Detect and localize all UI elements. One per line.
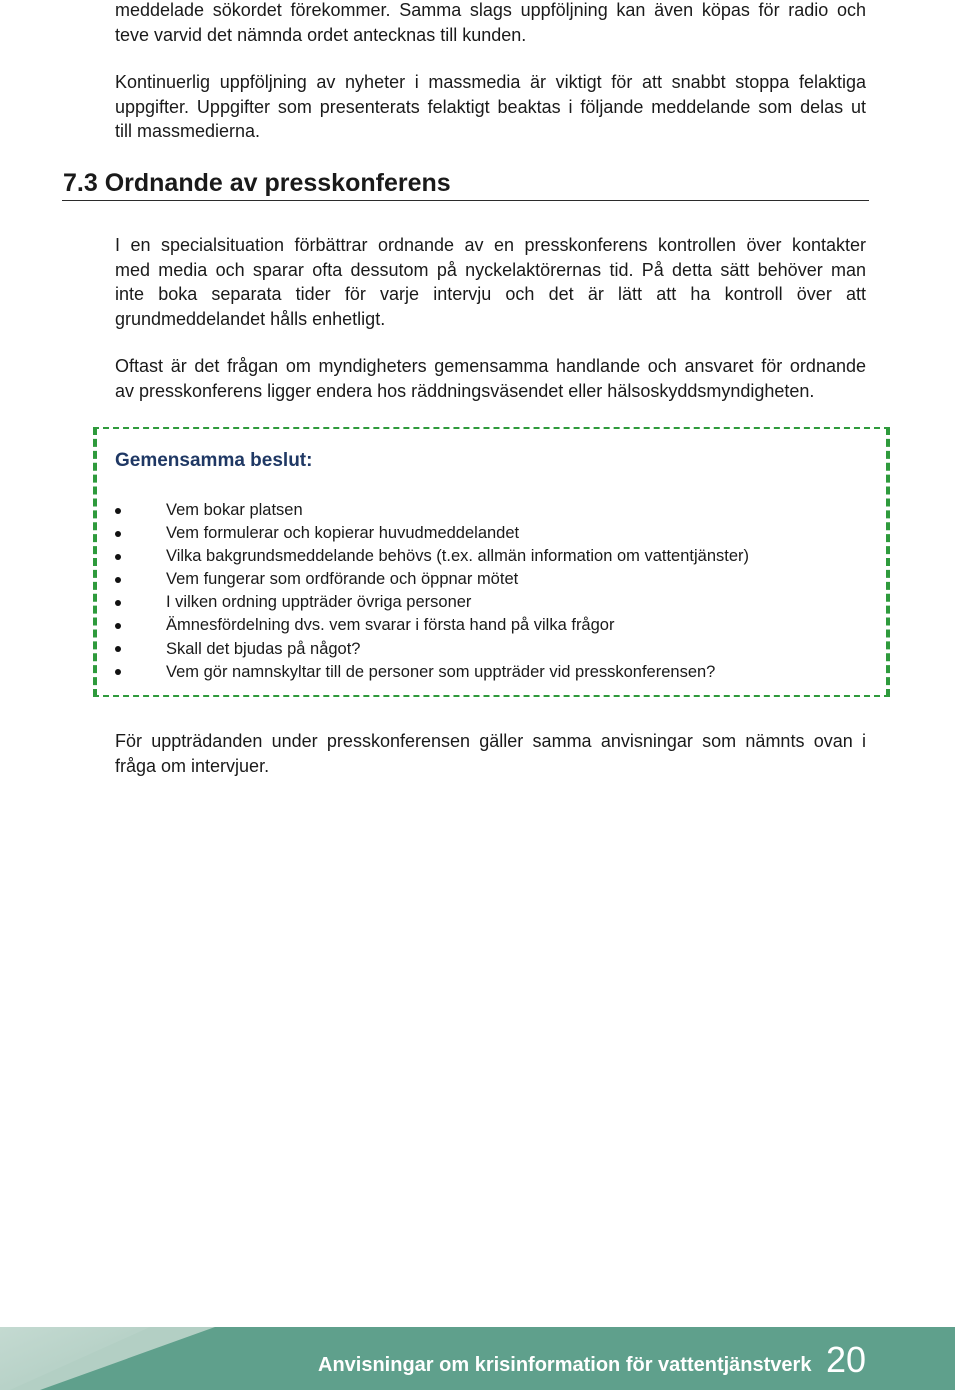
bullet-text: Vem bokar platsen: [166, 501, 303, 519]
bullet-text: Ämnesfördelning dvs. vem svarar i första hand på vilka frågor: [166, 616, 615, 635]
paragraph-line: I en specialsituation förbättrar ordnande av en presskonferens kontrollen över kontakter: [115, 235, 866, 255]
paragraph: [115, 729, 866, 778]
paragraph-line: Kontinuerlig uppföljning av nyheter i massmedia är viktigt för att snabbt stoppa felaktiga: [115, 72, 866, 92]
paragraph-line: Oftast är det frågan om myndigheters gemensamma handlande och ansvaret för ordnande: [115, 356, 866, 376]
bullet-item: [97, 591, 877, 614]
paragraph-line: meddelade sökordet förekommer. Samma slags uppföljning kan även köpas för radio och: [115, 0, 866, 20]
paragraph: [115, 354, 866, 403]
paragraph: [115, 233, 866, 331]
paragraph-line: grundmeddelandet hålls enhetligt.: [115, 308, 386, 329]
bullet-dot-icon: [115, 623, 121, 629]
bullet-item: [97, 614, 877, 637]
paragraph-line: av presskonferens ligger endera hos räddningsväsendet eller hälsoskyddsmyndigheten.: [115, 380, 815, 401]
bullet-dot-icon: [115, 646, 121, 652]
paragraph: [115, 70, 866, 144]
bullet-item: [97, 568, 877, 591]
footer-band: [0, 1327, 955, 1390]
bullet-item: [97, 499, 877, 522]
paragraph-line: För uppträdanden under presskonferensen gäller samma anvisningar som nämnts ovan i: [115, 731, 866, 751]
bullet-text: Vem formulerar och kopierar huvudmeddelandet: [166, 524, 520, 543]
paragraph-line: inte boka separata tider för varje intervju och det är lätt att ha kontroll över att: [115, 284, 866, 304]
paragraph-line: med media och sparar ofta dessutom på nyckelaktörernas tid. På detta sätt behöver man: [115, 259, 866, 280]
bullet-text: Vilka bakgrundsmeddelande behövs (t.ex. allmän information om vattentjänster): [166, 547, 750, 566]
bullet-dot-icon: [115, 669, 121, 675]
page-number: 20: [826, 1339, 867, 1380]
bullet-text: Skall det bjudas på något?: [166, 639, 361, 658]
paragraph-line: teve varvid det nämnda ordet antecknas till kunden.: [115, 24, 527, 45]
paragraph-line: till massmedierna.: [115, 121, 261, 141]
bullet-item: [97, 661, 877, 684]
bullet-list: [97, 499, 877, 684]
bullet-item: [97, 638, 877, 661]
footer-title: Anvisningar om krisinformation för vattentjänstverk: [318, 1354, 812, 1376]
bullet-text: Vem fungerar som ordförande och öppnar mötet: [166, 570, 519, 589]
bullet-dot-icon: [115, 577, 121, 583]
bullet-text: Vem gör namnskyltar till de personer som uppträder vid presskonferensen?: [166, 662, 716, 681]
paragraph-line: uppgifter. Uppgifter som presenterats felaktigt beaktas i följande meddelande som delas ut: [115, 96, 866, 117]
paragraph-line: fråga om intervjuer.: [115, 755, 270, 776]
bullet-item: [97, 545, 877, 568]
bullet-dot-icon: [115, 554, 121, 560]
section-heading-block: [62, 166, 869, 201]
bullet-text: I vilken ordning uppträder övriga personer: [166, 593, 472, 612]
bullet-dot-icon: [115, 600, 121, 606]
decision-box: [93, 427, 890, 697]
bullet-item: [97, 522, 877, 545]
section-heading: 7.3 Ordnande av presskonferens: [63, 169, 451, 197]
decision-box-title: Gemensamma beslut:: [115, 450, 313, 471]
footer-decoration: [0, 1327, 260, 1390]
paragraph: [115, 0, 866, 47]
bullet-dot-icon: [115, 531, 121, 537]
bullet-dot-icon: [115, 508, 121, 514]
